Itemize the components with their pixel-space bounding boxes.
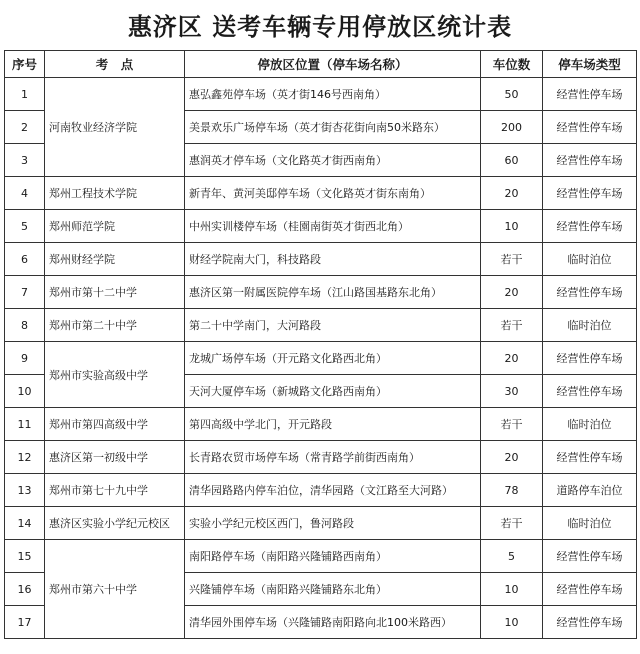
table-row [5, 210, 637, 243]
table-row [5, 441, 637, 474]
table-row [5, 78, 637, 111]
row-count: 78 [481, 474, 543, 507]
row-location: 惠济区第一附属医院停车场（江山路国基路东北角） [185, 276, 481, 309]
row-no: 12 [5, 441, 45, 474]
row-school: 河南牧业经济学院 [45, 78, 185, 177]
row-no: 11 [5, 408, 45, 441]
header-type: 停车场类型 [543, 51, 637, 78]
row-no: 2 [5, 111, 45, 144]
row-no: 15 [5, 540, 45, 573]
row-no: 17 [5, 606, 45, 639]
row-count: 20 [481, 177, 543, 210]
row-location: 实验小学纪元校区西门，鲁河路段 [185, 507, 481, 540]
row-type: 经营性停车场 [543, 441, 637, 474]
row-location: 兴隆铺停车场（南阳路兴隆铺路东北角） [185, 573, 481, 606]
header-location: 停放区位置（停车场名称） [185, 51, 481, 78]
row-no: 5 [5, 210, 45, 243]
row-location: 新青年、黄河美邸停车场（文化路英才街东南角） [185, 177, 481, 210]
row-type: 道路停车泊位 [543, 474, 637, 507]
row-school: 惠济区实验小学纪元校区 [45, 507, 185, 540]
row-type: 经营性停车场 [543, 78, 637, 111]
row-count: 20 [481, 342, 543, 375]
row-location: 清华园路路内停车泊位，清华园路（文江路至大河路） [185, 474, 481, 507]
row-type: 临时泊位 [543, 507, 637, 540]
row-type: 经营性停车场 [543, 144, 637, 177]
row-location: 中州实训楼停车场（桂園南街英才街西北角） [185, 210, 481, 243]
row-school: 郑州市实验高级中学 [45, 342, 185, 408]
row-location: 第二十中学南门，大河路段 [185, 309, 481, 342]
row-count: 若干 [481, 309, 543, 342]
parking-stats-table [4, 50, 637, 639]
row-location: 清华园外围停车场（兴隆铺路南阳路向北100米路西） [185, 606, 481, 639]
table-row [5, 474, 637, 507]
row-no: 13 [5, 474, 45, 507]
row-location: 南阳路停车场（南阳路兴隆铺路西南角） [185, 540, 481, 573]
row-type: 经营性停车场 [543, 342, 637, 375]
table-row [5, 540, 637, 573]
row-type: 经营性停车场 [543, 375, 637, 408]
table-row [5, 309, 637, 342]
header-school: 考 点 [45, 51, 185, 78]
row-count: 5 [481, 540, 543, 573]
row-type: 经营性停车场 [543, 210, 637, 243]
row-count: 若干 [481, 408, 543, 441]
header-no: 序号 [5, 51, 45, 78]
row-no: 1 [5, 78, 45, 111]
row-no: 6 [5, 243, 45, 276]
header-count: 车位数 [481, 51, 543, 78]
row-location: 惠弘鑫苑停车场（英才街146号西南角） [185, 78, 481, 111]
row-location: 财经学院南大门，科技路段 [185, 243, 481, 276]
row-no: 8 [5, 309, 45, 342]
row-count: 若干 [481, 243, 543, 276]
row-type: 经营性停车场 [543, 540, 637, 573]
row-type: 临时泊位 [543, 309, 637, 342]
row-school: 郑州市第六十中学 [45, 540, 185, 639]
row-count: 10 [481, 573, 543, 606]
row-no: 7 [5, 276, 45, 309]
row-count: 若干 [481, 507, 543, 540]
row-no: 3 [5, 144, 45, 177]
table-row [5, 408, 637, 441]
row-school: 郑州市第四高级中学 [45, 408, 185, 441]
row-type: 经营性停车场 [543, 111, 637, 144]
row-school: 惠济区第一初级中学 [45, 441, 185, 474]
row-school: 郑州市第二十中学 [45, 309, 185, 342]
row-no: 16 [5, 573, 45, 606]
row-count: 50 [481, 78, 543, 111]
row-count: 10 [481, 210, 543, 243]
row-type: 临时泊位 [543, 243, 637, 276]
row-count: 60 [481, 144, 543, 177]
table-row [5, 276, 637, 309]
row-type: 临时泊位 [543, 408, 637, 441]
row-school: 郑州工程技术学院 [45, 177, 185, 210]
row-location: 长青路农贸市场停车场（常青路学前街西南角） [185, 441, 481, 474]
row-count: 20 [481, 276, 543, 309]
row-count: 10 [481, 606, 543, 639]
table-title: 惠济区 送考车辆专用停放区统计表 [127, 12, 513, 41]
row-location: 惠润英才停车场（文化路英才街西南角） [185, 144, 481, 177]
table-row [5, 177, 637, 210]
row-school: 郑州市第十二中学 [45, 276, 185, 309]
row-school: 郑州师范学院 [45, 210, 185, 243]
table-row [5, 342, 637, 375]
row-location: 第四高级中学北门，开元路段 [185, 408, 481, 441]
row-no: 14 [5, 507, 45, 540]
row-type: 经营性停车场 [543, 606, 637, 639]
row-no: 9 [5, 342, 45, 375]
row-type: 经营性停车场 [543, 177, 637, 210]
row-location: 龙城广场停车场（开元路文化路西北角） [185, 342, 481, 375]
row-count: 20 [481, 441, 543, 474]
row-count: 30 [481, 375, 543, 408]
table-row [5, 243, 637, 276]
row-location: 天河大厦停车场（新城路文化路西南角） [185, 375, 481, 408]
row-count: 200 [481, 111, 543, 144]
table-row [5, 507, 637, 540]
row-no: 10 [5, 375, 45, 408]
row-location: 美景欢乐广场停车场（英才街杏花街向南50米路东） [185, 111, 481, 144]
row-no: 4 [5, 177, 45, 210]
row-school: 郑州财经学院 [45, 243, 185, 276]
header-row [5, 51, 637, 78]
row-type: 经营性停车场 [543, 276, 637, 309]
row-type: 经营性停车场 [543, 573, 637, 606]
row-school: 郑州市第七十九中学 [45, 474, 185, 507]
